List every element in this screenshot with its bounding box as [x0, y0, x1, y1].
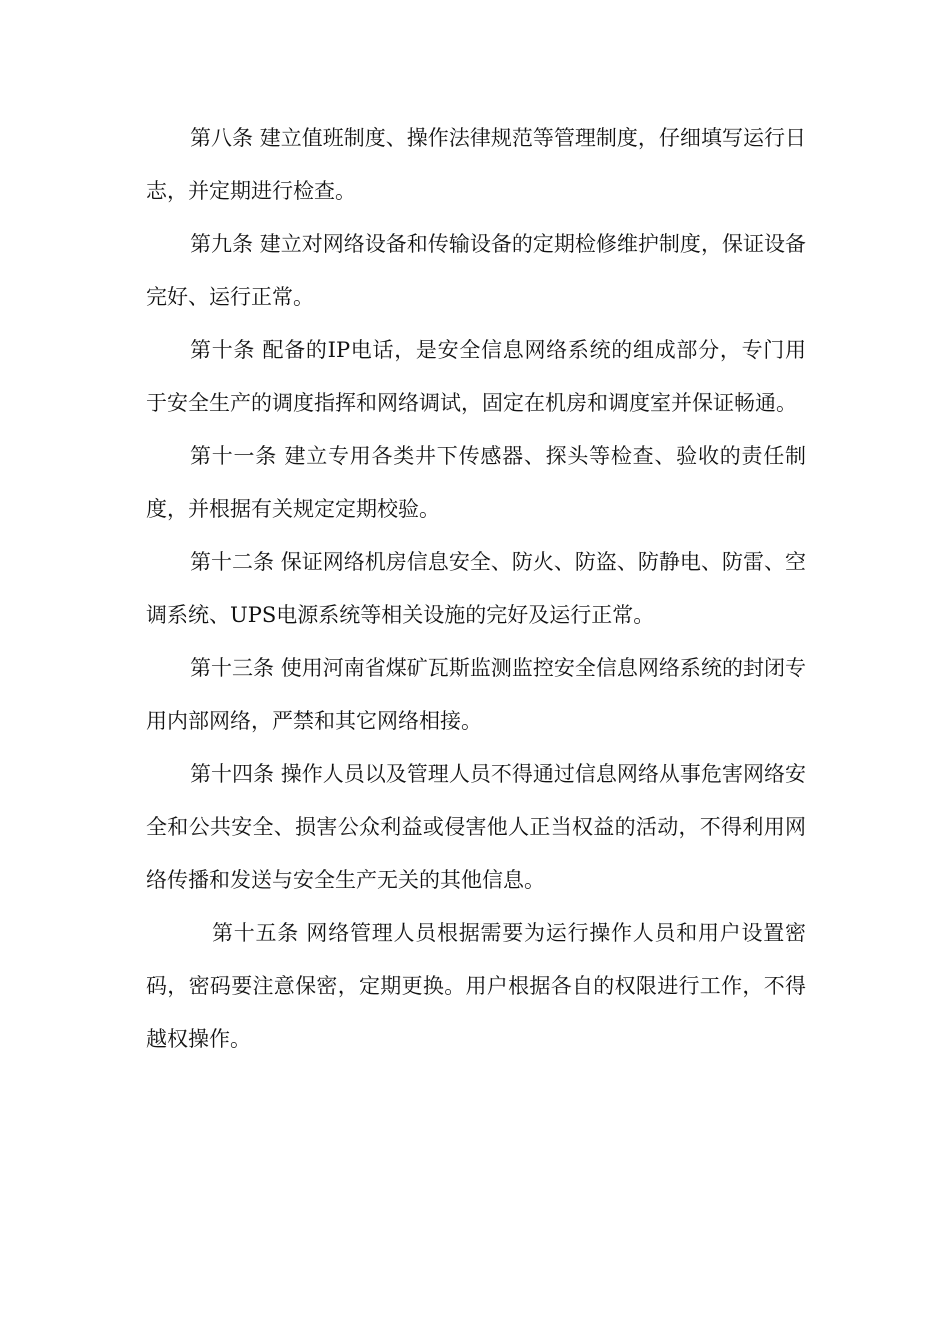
article-10: 第十条 配备的IP电话，是安全信息网络系统的组成部分，专门用于安全生产的调度指挥和网络调试，固定在机房和调度室并保证畅通。 — [146, 338, 806, 415]
article-11: 第十一条 建立专用各类井下传感器、探头等检查、验收的责任制度，并根据有关规定定期校验。 — [146, 444, 806, 521]
article-13: 第十三条 使用河南省煤矿瓦斯监测监控安全信息网络系统的封闭专用内部网络，严禁和其它网络相接。 — [146, 656, 806, 733]
article-9: 第九条 建立对网络设备和传输设备的定期检修维护制度，保证设备完好、运行正常。 — [146, 232, 806, 309]
document-body — [146, 112, 806, 1066]
article-8: 第八条 建立值班制度、操作法律规范等管理制度，仔细填写运行日志，并定期进行检查。 — [146, 126, 806, 203]
article-14: 第十四条 操作人员以及管理人员不得通过信息网络从事危害网络安全和公共安全、损害公众利益或侵害他人正当权益的活动，不得利用网络传播和发送与安全生产无关的其他信息。 — [146, 762, 806, 892]
article-12: 第十二条 保证网络机房信息安全、防火、防盗、防静电、防雷、空调系统、UPS电源系统等相关设施的完好及运行正常。 — [146, 550, 806, 627]
article-15: 第十五条 网络管理人员根据需要为运行操作人员和用户设置密码，密码要注意保密，定期更换。用户根据各自的权限进行工作，不得越权操作。 — [146, 921, 806, 1051]
